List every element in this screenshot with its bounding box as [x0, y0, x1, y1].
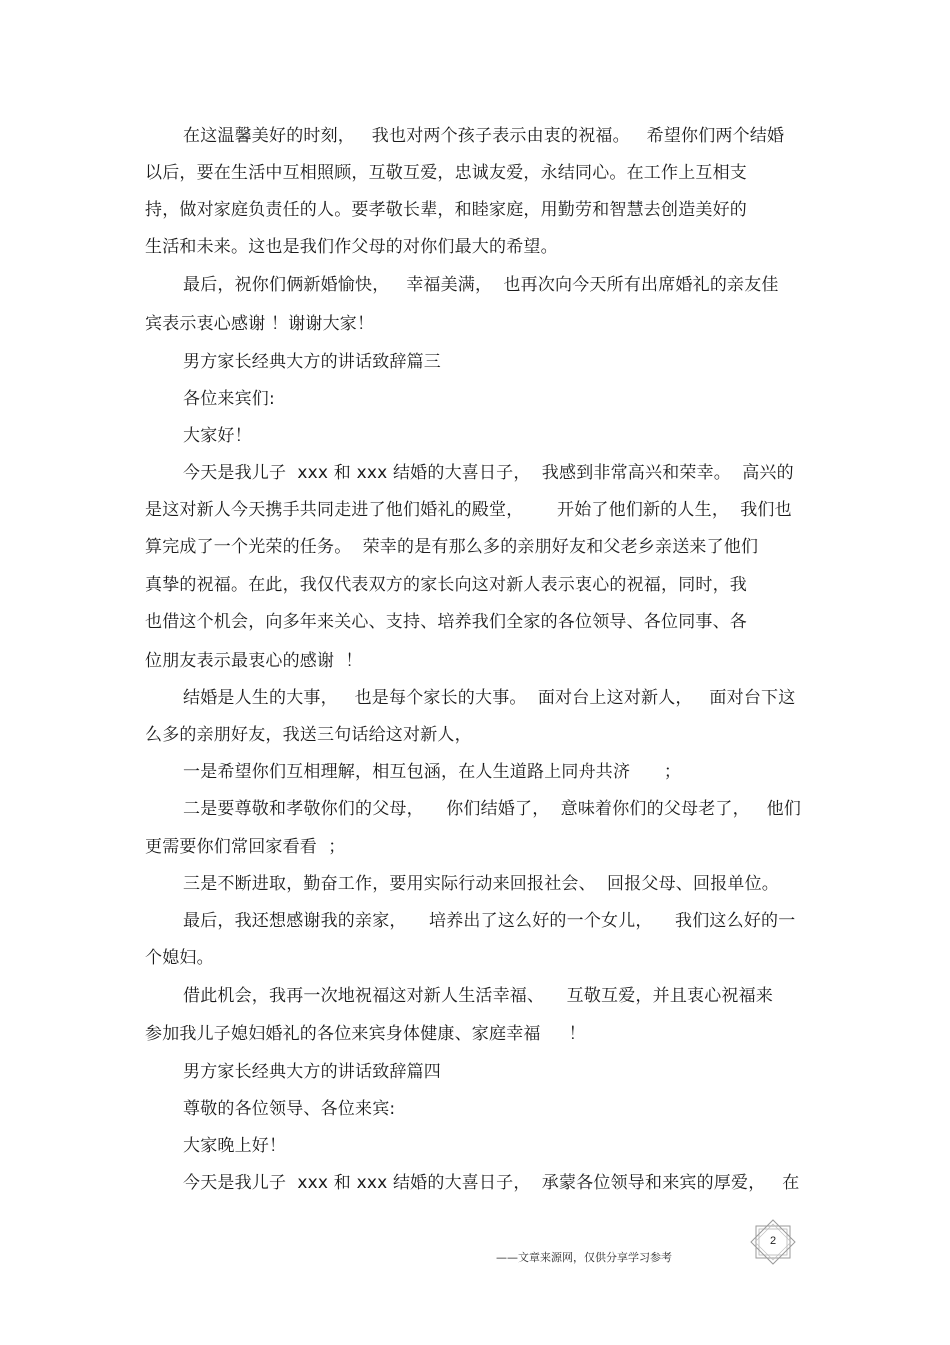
- paragraph-line: 今天是我儿子 xxx 和 xxx 结婚的大喜日子， 我感到非常高兴和荣幸。 高兴的: [183, 463, 794, 483]
- paragraph-line: 借此机会，我再一次地祝福这对新人生活幸福、 互敬互爱，并且衷心祝福来: [183, 986, 774, 1006]
- section-heading: 男方家长经典大方的讲话致辞篇三: [183, 352, 441, 372]
- page-number-badge: [748, 1219, 798, 1265]
- paragraph-line: 二是要尊敬和孝敬你们的父母， 你们结婚了， 意味着你们的父母老了， 他们: [183, 799, 802, 819]
- paragraph-line: 是这对新人今天携手共同走进了他们婚礼的殿堂， 开始了他们新的人生， 我们也: [145, 500, 792, 520]
- section-heading: 男方家长经典大方的讲话致辞篇四: [183, 1062, 441, 1082]
- paragraph-line: 今天是我儿子 xxx 和 xxx 结婚的大喜日子， 承蒙各位领导和来宾的厚爱， 在: [183, 1173, 800, 1193]
- paragraph-line: 最后，我还想感谢我的亲家， 培养出了这么好的一个女儿， 我们这么好的一: [183, 911, 796, 931]
- paragraph-line: 结婚是人生的大事， 也是每个家长的大事。 面对台上这对新人， 面对台下这: [183, 688, 796, 708]
- paragraph-line: 更需要你们常回家看看 ；: [145, 837, 346, 857]
- paragraph-line: 一是希望你们互相理解，相互包涵，在人生道路上同舟共济 ；: [183, 762, 682, 782]
- paragraph-line: 尊敬的各位领导、各位来宾:: [183, 1099, 396, 1119]
- paragraph-line: 宾表示衷心感谢 ！谢谢大家！: [145, 314, 375, 334]
- paragraph-line: 各位来宾们:: [183, 389, 275, 409]
- paragraph-line: 位朋友表示最衷心的感谢 ！: [145, 651, 363, 671]
- paragraph-line: 真挚的祝福。在此，我仅代表双方的家长向这对新人表示衷心的祝福，同时，我: [145, 575, 747, 595]
- paragraph-line: 也借这个机会，向多年来关心、支持、培养我们全家的各位领导、各位同事、各: [145, 612, 747, 632]
- paragraph-line: 最后，祝你们俩新婚愉快， 幸福美满， 也再次向今天所有出席婚礼的亲友佳: [183, 275, 779, 295]
- paragraph-line: 大家好！: [183, 426, 252, 446]
- paragraph-line: 生活和未来。这也是我们作父母的对你们最大的希望。: [145, 237, 558, 257]
- source-note: ——文章来源网，仅供分享学习参考: [496, 1251, 672, 1264]
- paragraph-line: 以后，要在生活中互相照顾，互敬互爱，忠诚友爱，永结同心。在工作上互相支: [145, 163, 747, 183]
- paragraph-line: 在这温馨美好的时刻， 我也对两个孩子表示由衷的祝福。 希望你们两个结婚: [183, 126, 785, 146]
- paragraph-line: 大家晚上好！: [183, 1136, 287, 1156]
- page-number: 2: [769, 1235, 777, 1247]
- paragraph-line: 算完成了一个光荣的任务。 荣幸的是有那么多的亲朋好友和父老乡亲送来了他们: [145, 537, 759, 557]
- paragraph-line: 持，做对家庭负责任的人。要孝敬长辈，和睦家庭，用勤劳和智慧去创造美好的: [145, 200, 747, 220]
- paragraph-line: 么多的亲朋好友，我送三句话给这对新人，: [145, 725, 472, 745]
- paragraph-line: 个媳妇。: [145, 948, 214, 968]
- paragraph-line: 参加我儿子媳妇婚礼的各位来宾身体健康、家庭幸福 ！: [145, 1024, 586, 1044]
- paragraph-line: 三是不断进取，勤奋工作，要用实际行动来回报社会、 回报父母、回报单位。: [183, 874, 780, 894]
